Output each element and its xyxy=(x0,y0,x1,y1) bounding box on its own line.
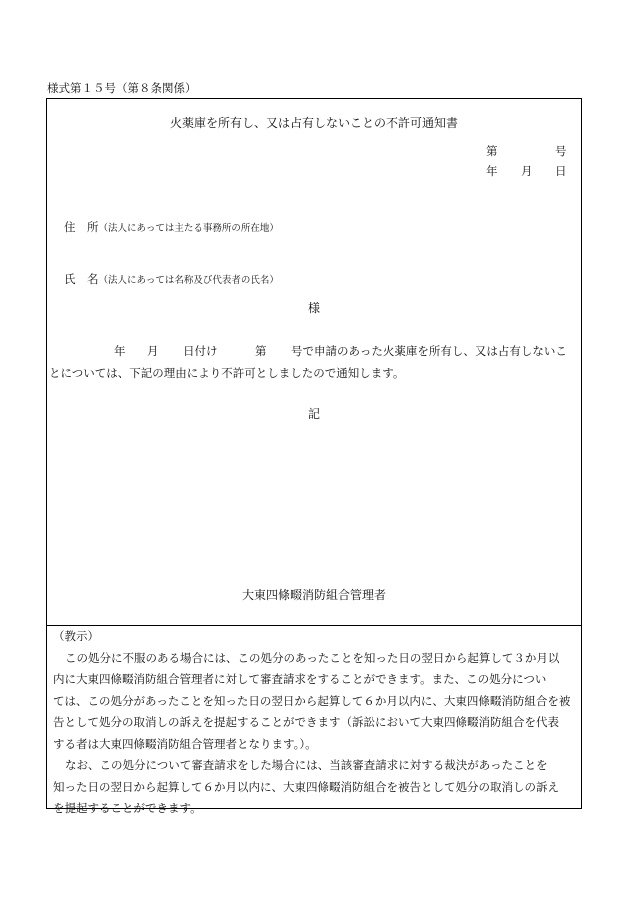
number-gou: 号 xyxy=(555,144,567,158)
document-title: 火薬庫を所有し、又は占有しないことの不許可通知書 xyxy=(169,116,458,130)
date-year: 年 xyxy=(486,164,498,178)
body-month: 月 xyxy=(147,344,159,358)
notice-heading: （教示） xyxy=(53,629,99,643)
notice-line: する者は大東四條畷消防組合管理者となります。）。 xyxy=(53,736,317,751)
body-date-suffix: 日付け xyxy=(183,344,218,358)
ki-heading: 記 xyxy=(307,407,320,421)
honorific: 様 xyxy=(307,301,320,315)
body-dai: 第 xyxy=(255,344,267,358)
notice-line: この処分に不服のある場合には、この処分のあったことを知った日の翌日から起算して３か月以 xyxy=(65,650,560,665)
name-label: 氏 名 xyxy=(64,272,99,286)
form-frame xyxy=(46,98,582,815)
notice-line: なお、この処分について審査請求をした場合には、当該審査請求に対する裁決があったことを xyxy=(65,758,548,772)
date-day: 日 xyxy=(555,164,567,178)
notice-line: 知った日の翌日から起算して６か月以内に、大東四條畷消防組合を被告として処分の取消しの訴え xyxy=(53,779,559,794)
notice-line: を提起することができます。 xyxy=(53,801,202,815)
address-note: （法人にあっては主たる事務所の所在地） xyxy=(98,223,279,234)
address-label: 住 所 xyxy=(64,220,99,234)
address-field xyxy=(64,219,279,235)
instruction-notice xyxy=(47,626,583,820)
notice-line: 告として処分の取消しの訴えを提起することができます（訴訟において大東四條畷消防組合を代表 xyxy=(53,715,559,729)
body-year: 年 xyxy=(114,344,126,358)
number-dai: 第 xyxy=(486,144,498,158)
issuer-name: 大東四條畷消防組合管理者 xyxy=(241,588,386,602)
notice-line: ては、この処分があったことを知った日の翌日から起算して６か月以内に、大東四條畷消防組合を被 xyxy=(53,693,571,708)
name-note: （法人にあっては名称及び代表者の氏名） xyxy=(98,275,279,286)
body-line-2: とについては、下記の理由により不許可としましたので通知します。 xyxy=(49,366,405,380)
form-number-label: 様式第１５号（第８条関係） xyxy=(47,81,197,95)
body-rest: 号で申請のあった火薬庫を所有し、又は占有しないこ xyxy=(291,344,567,358)
notice-line: 内に大東四條畷消防組合管理者に対して審査請求をすることができます。また、この処分につい xyxy=(53,672,547,686)
date-month: 月 xyxy=(521,164,533,178)
name-field xyxy=(64,271,279,287)
